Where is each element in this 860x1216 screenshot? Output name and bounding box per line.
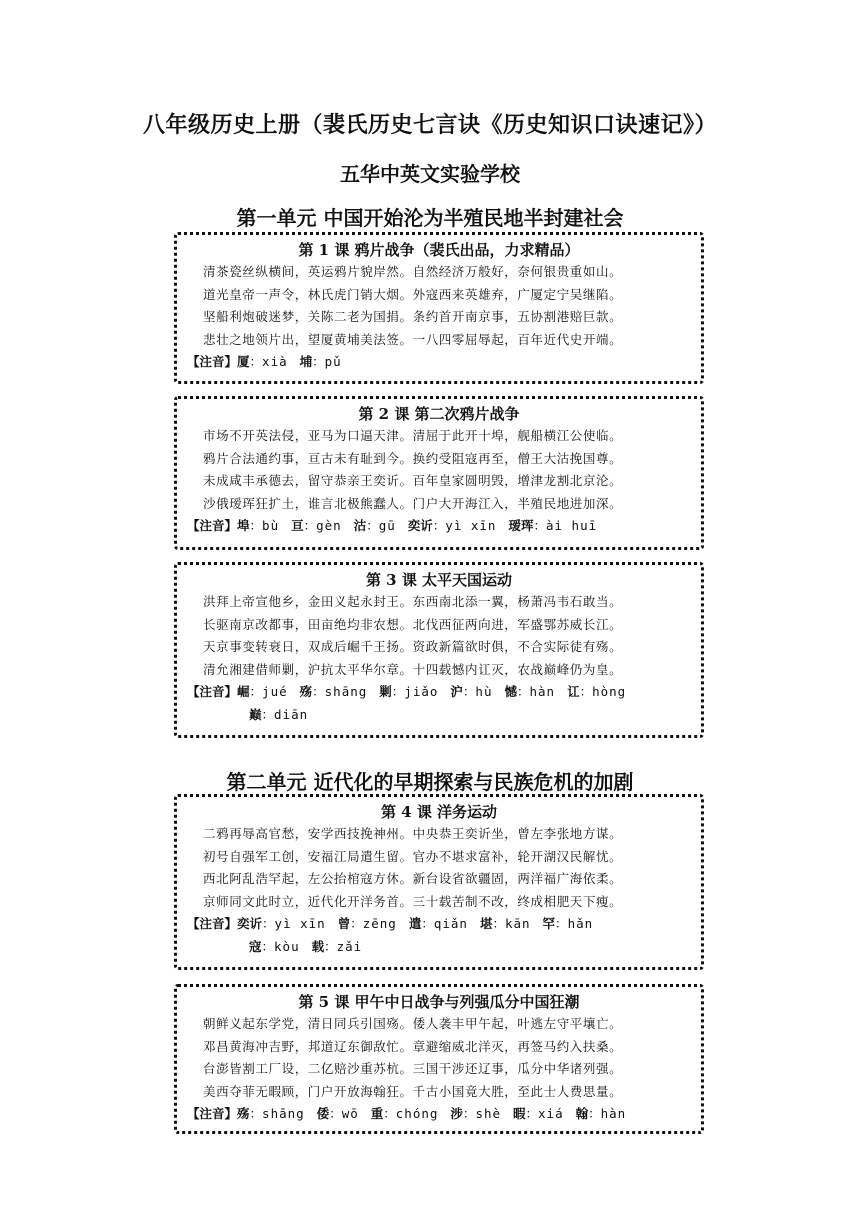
lesson-title: 第 1 课 鸦片战争（裴氏出品，力求精品） [298,241,580,259]
pronunciation-note: 【注音】埠：bù 亘：gèn 沽：gū 奕䜣：yì xīn 瑷珲：ài huī [187,518,598,533]
note-pinyin: gū [378,518,396,533]
note-pinyin: pǔ [324,354,342,369]
verse-line: 朝鲜义起东学党，清日同兵引国殇。倭人袭丰甲午起，叶逃左守平壤亡。 [203,1016,623,1031]
note-pinyin: hàn [600,1106,627,1121]
note-pinyin: shè [475,1106,502,1121]
note-pinyin: gèn [316,518,342,533]
pronunciation-note: 【注音】奕䜣：yì xīn 曾：zēng 遣：qiǎn 堪：kān 罕：hǎn [187,916,594,931]
note-char: 剿 [379,684,392,699]
note-char: 罕 [542,916,556,931]
note-char: 讧 [567,684,580,699]
verse-line: 二鸦再辱高官愁，安学西技挽神州。中央恭王奕䜣坐，曾左李张地方谋。 [203,826,623,841]
note-tag: 【注音】 [187,518,238,533]
note-tag: 【注音】 [187,684,238,699]
note-pinyin: hù [475,684,493,699]
verse-line: 长驱南京改都事，田亩绝均非农想。北伐西征两向进，军盛鄂苏威长江。 [203,616,623,632]
pronunciation-note-continued: 寇：kòu 载：zǎi [249,938,363,954]
note-pinyin: zǎi [336,938,363,954]
lesson-3-box [174,562,704,738]
note-char: 遣 [408,916,422,931]
note-pinyin: ài huī [545,518,598,533]
note-pinyin: kòu [274,938,300,954]
verse-line: 清允湘建借师剿，沪抗太平华尔章。十四载憾内讧灭，农战巅峰仍为皇。 [203,661,623,677]
lesson-4-box [174,794,704,970]
verse-line: 未成咸丰承德去，留守恭亲王奕䜣。百年皇家圆明毁，增津龙割北京沦。 [203,473,623,488]
note-char: 曾 [337,916,351,931]
school-name: 五华中英文实验学校 [340,162,520,186]
pronunciation-note: 【注音】厦：xià 埔：pǔ [187,354,342,369]
note-pinyin: jué [262,684,288,699]
pronunciation-note-continued: 巅：diān [249,706,309,722]
note-pinyin: diān [274,706,309,722]
lesson-5-box [174,984,704,1134]
note-char: 沽 [353,518,367,533]
note-char: 殇 [299,684,313,699]
note-char: 埠 [237,518,250,533]
verse-line: 初号自强军工创，安福江局遣生留。官办不堪求富补，轮开湖汉民解忧。 [203,848,623,864]
note-pinyin: chóng [395,1106,439,1121]
unit-1-title: 第一单元 中国开始沦为半殖民地半封建社会 [236,206,624,230]
note-char: 翰 [575,1106,589,1121]
note-pinyin: yì xīn [274,916,326,931]
verse-line: 洪拜上帝宣他乡，金田义起永封王。东西南北添一翼，杨萧冯韦石敢当。 [203,594,623,609]
lesson-1-box [174,232,704,384]
lesson-title: 第 3 课 太平天国运动 [365,571,513,589]
note-char: 沪 [450,684,463,699]
note-char: 堪 [479,916,493,931]
note-pinyin: xià [262,354,288,369]
pronunciation-note: 【注音】崛：jué 殇：shāng 剿：jiǎo 沪：hù 憾：hàn 讧：hòng [187,684,627,699]
lesson-title: 第 5 课 甲午中日战争与列强瓜分中国狂潮 [298,993,580,1011]
note-char: 奕䜣 [237,916,263,931]
note-tag: 【注音】 [187,1106,238,1121]
note-pinyin: qiǎn [433,916,468,931]
note-pinyin: yì xīn [445,518,497,533]
note-char: 涉 [450,1106,463,1121]
note-char: 巅 [249,706,262,722]
verse-line: 清茶瓷丝纵横间，英运鸦片貌岸然。自然经济万般好，奈何银贵重如山。 [203,264,623,279]
note-char: 重 [370,1106,384,1121]
note-pinyin: kān [504,916,531,931]
note-pinyin: jiǎo [404,684,439,699]
verse-line: 鸦片合法通约事，亘古未有耻到今。换约受阻寇再至，僧王大沽挽国尊。 [203,450,623,466]
note-char: 憾 [504,684,517,699]
note-char: 亘 [291,518,304,533]
note-char: 崛 [237,684,250,699]
verse-line: 沙俄瑷珲狂扩土，谁言北极熊蠢人。门户大开海江入，半殖民地进加深。 [203,495,623,511]
note-pinyin: hàn [529,684,556,699]
page-title: 八年级历史上册（裴氏历史七言诀《历史知识口诀速记》） [142,112,717,138]
verse-line: 悲壮之地领片出，望厦黄埔美法签。一八四零屈辱起，百年近代史开端。 [203,331,623,347]
note-char: 寇 [249,938,262,954]
note-char: 厦 [237,354,250,369]
note-pinyin: hǎn [567,916,594,931]
verse-line: 天京事变转衰日，双成后崛千王扬。资政新篇欲时俱，不合实际徒有殇。 [203,639,623,654]
note-char: 载 [311,938,325,954]
note-pinyin: bù [262,518,280,533]
lesson-title: 第 2 课 第二次鸦片战争 [358,405,520,423]
lesson-title: 第 4 课 洋务运动 [380,803,498,821]
verse-line: 道光皇帝一声令，林氏虎门销大烟。外寇西来英雄弃，广厦定宁吴继陷。 [203,286,623,302]
note-pinyin: shāng [262,1106,305,1121]
verse-line: 坚船利炮破迷梦，关陈二老为国捐。条约首开南京事，五协割港赔巨款。 [203,309,623,324]
verse-line: 邓昌黄海冲吉野，邦道辽东御敌忙。章避缩威北洋灭，再签马约入扶桑。 [203,1038,623,1054]
note-char: 殇 [237,1106,250,1121]
verse-line: 台澎皆割工厂设，二亿赔沙重苏杭。三国干涉还辽事，瓜分中华诸列强。 [203,1061,623,1076]
verse-line: 市场不开英法侵，亚马为口逼天津。清屈于此开十埠，舰船横江公使临。 [203,428,623,443]
note-char: 奕䜣 [407,518,433,533]
note-char: 暇 [513,1106,526,1121]
verse-line: 美西夺菲无暇顾，门户开放海翰狂。千古小国竟大胜，至此士人费思量。 [203,1083,623,1099]
note-char: 瑷珲 [508,518,534,533]
note-pinyin: zēng [362,916,397,931]
note-pinyin: wō [341,1106,359,1121]
verse-line: 京师同文此时立，近代化开洋务首。三十载苦制不改，终成相肥天下瘦。 [203,893,623,909]
note-pinyin: shāng [324,684,368,699]
lesson-2-box [174,396,704,550]
note-tag: 【注音】 [187,354,238,369]
note-pinyin: hòng [592,684,627,699]
note-tag: 【注音】 [187,916,238,931]
note-pinyin: xiá [538,1106,564,1121]
note-char: 埔 [299,354,313,369]
unit-2-title: 第二单元 近代化的早期探索与民族危机的加剧 [226,770,634,794]
note-char: 倭 [316,1106,330,1121]
verse-line: 西北阿乱浩罕起，左公抬棺寇方休。新台设省欲疆固，两洋福广海依柔。 [203,871,623,886]
pronunciation-note: 【注音】殇：shāng 倭：wō 重：chóng 涉：shè 暇：xiá 翰：hàn [187,1106,627,1121]
